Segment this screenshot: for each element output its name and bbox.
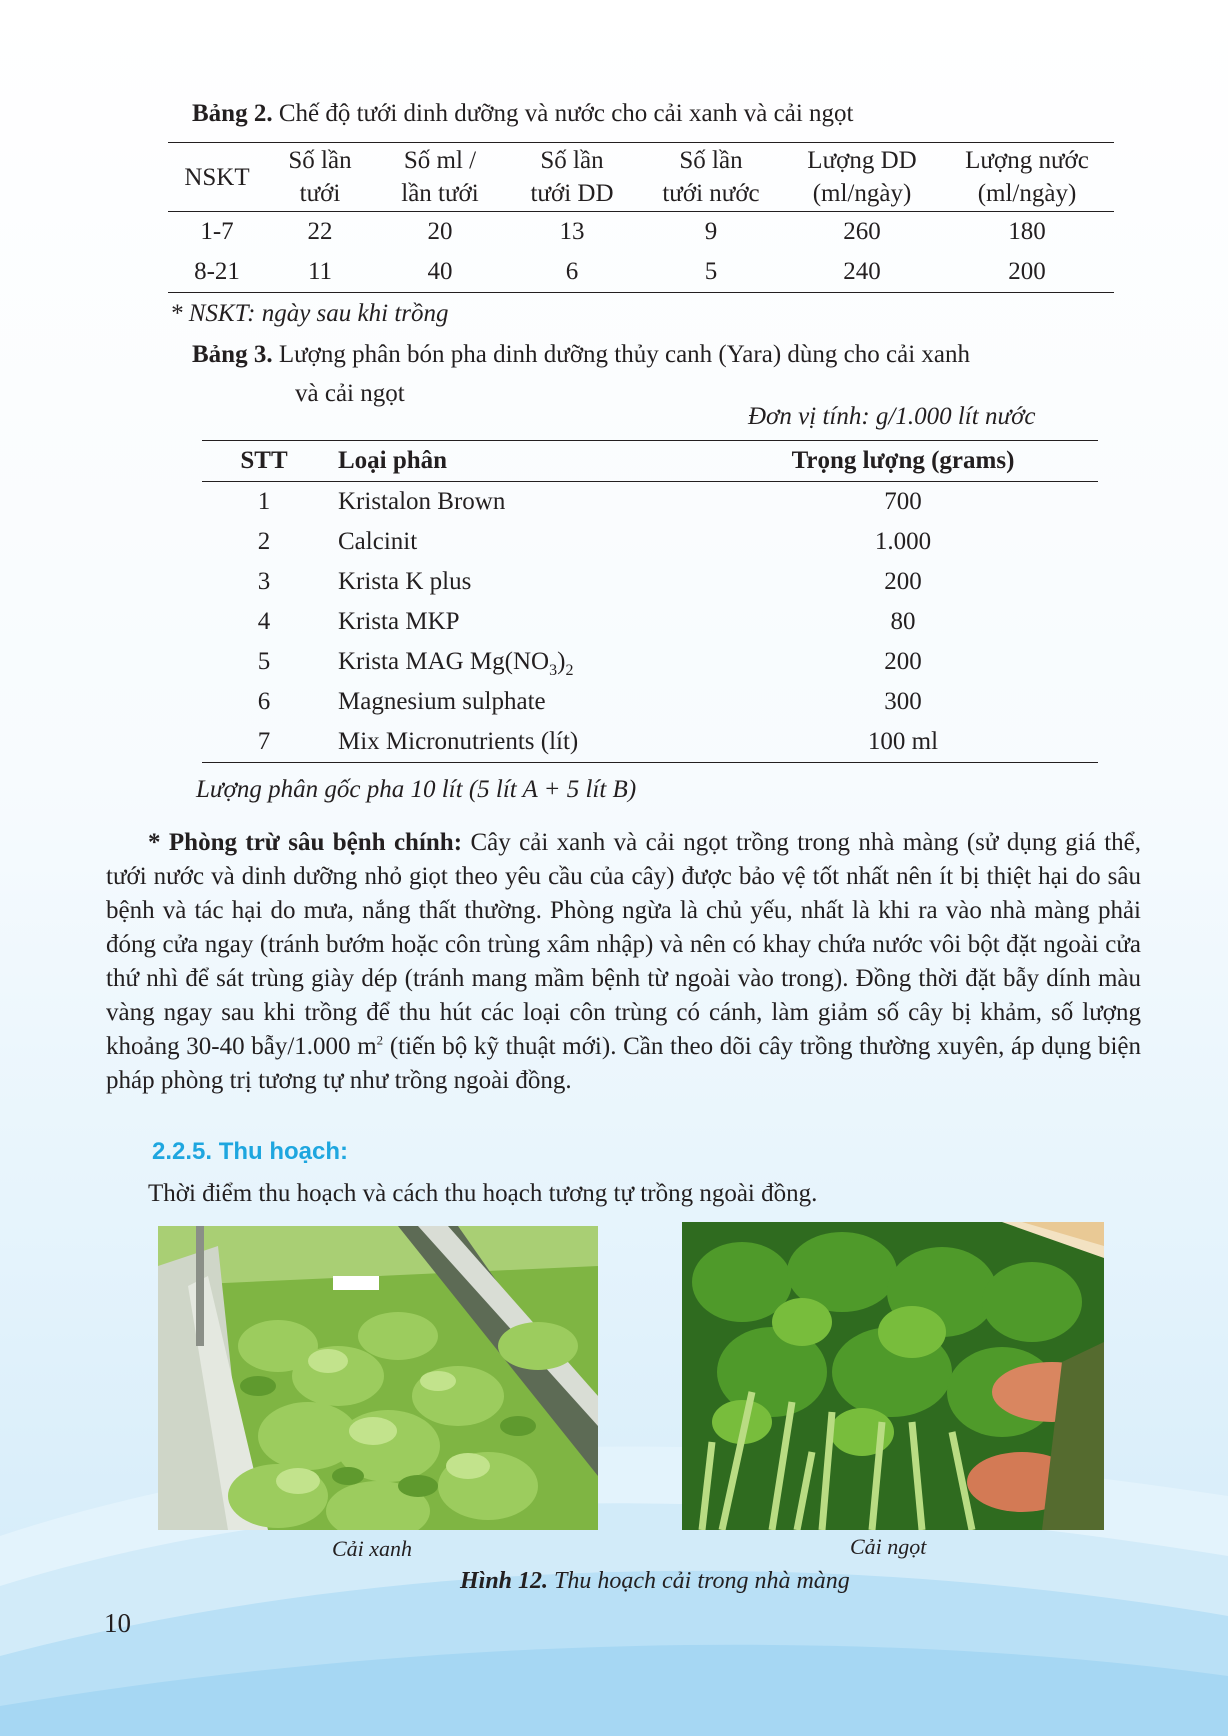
section-text: Thời điểm thu hoạch và cách thu hoạch tương tự trồng ngoài đồng. (148, 1180, 818, 1207)
paragraph-lead: * Phòng trừ sâu bệnh chính: (148, 829, 463, 856)
table3-caption-line2: và cải ngọt (295, 380, 405, 407)
table3-header-stt: STT (202, 441, 326, 482)
table2-header-cell: Số lần tưới DD (506, 143, 638, 212)
table-row: 5 Krista MAG $Mg(NO_3)_2$ 200 (257, 648, 922, 679)
table-row: 1-7 22 20 13 9 260 180 (200, 218, 1046, 245)
photo-cai-xanh (158, 1226, 598, 1530)
figure-caption (460, 1568, 850, 1595)
table3-unit: Đơn vị tính: g/1.000 lít nước (748, 403, 1036, 430)
table2-header-cell: Lượng DD (ml/ngày) (784, 143, 940, 212)
table3-caption-label: Bảng 3. (192, 341, 273, 368)
table2-caption-text: Chế độ tưới dinh dưỡng và nước cho cải xanh và cải ngọt (272, 100, 854, 127)
table2-caption (192, 97, 853, 130)
table2-footnote: * NSKT: ngày sau khi trồng (170, 300, 449, 327)
table2-header-cell: Số lần tưới nước (638, 143, 784, 212)
table-row: 2 Calcinit 1.000 (257, 528, 932, 555)
table-row: 6 Magnesium sulphate 300 (257, 688, 922, 715)
table-row: 4 Krista MKP 80 (257, 608, 916, 635)
pest-control-paragraph: * Phòng trừ sâu bệnh chính: Cây cải xanh và cải ngọt trồng trong nhà màng (sử dụng giá thể, tưới nước và dinh dưỡng nhỏ giọt theo yêu cầu của cây) được bảo vệ tốt nhất nên ít bị thiệt hại do sâu bệnh và tác hại do mưa, nắng thất thường. Phòng ngừa là chủ yếu, nhất là khi ra vào nhà màng phải đóng cửa ngay (tránh bướm hoặc côn trùng xâm nhập) và nên có khay chứa nước vôi bột đặt ngoài cửa thứ nhì để sát trùng giày dép (tránh mang mầm bệnh từ ngoài vào trong). Đồng thời đặt bẫy dính màu vàng ngay sau khi trồng để thu hút các loại côn trùng có cánh, làm giảm số cây bị khảm, số lượng khoảng 30-40 bẫy/1.000 $m^2$ (tiến bộ kỹ thuật mới). Cần theo dõi cây trồng thường xuyên, áp dụng biện pháp phòng trị tương tự như trồng ngoài đồng. (106, 829, 1141, 1094)
table2-caption-label: Bảng 2. (192, 100, 273, 127)
table3 (202, 440, 1098, 763)
table-row: 7 Mix Micronutrients (lít) 100 ml (202, 722, 1098, 763)
left-photo-caption: Cải xanh (332, 1536, 413, 1561)
table2-header-cell: NSKT (168, 143, 266, 212)
table3-header-name: Loại phân (326, 441, 708, 482)
table-row: 3 Krista K plus 200 (257, 568, 922, 595)
table3-caption (192, 338, 970, 371)
table-row: 1 Kristalon Brown 700 (257, 488, 922, 515)
table3-caption-text: Lượng phân bón pha dinh dưỡng thủy canh (Yara) dùng cho cải xanh (272, 341, 970, 368)
table3-footnote: Lượng phân gốc pha 10 lít (5 lít A + 5 lít B) (196, 776, 637, 803)
table2 (168, 142, 1114, 293)
figure-caption-text: Thu hoạch cải trong nhà màng (548, 1568, 850, 1594)
table3-header-weight: Trọng lượng (grams) (708, 441, 1098, 482)
figure-label: Hình 12. (460, 1568, 549, 1594)
table2-header-cell: Số ml / lần tưới (374, 143, 506, 212)
photo-cai-ngot (682, 1222, 1104, 1530)
section-title: 2.2.5. Thu hoạch: (152, 1138, 349, 1165)
right-photo-caption: Cải ngọt (850, 1534, 927, 1559)
table2-header-cell: Số lần tưới (266, 143, 374, 212)
page-number: 10 (104, 1608, 131, 1638)
table2-header-cell: Lượng nước (ml/ngày) (940, 143, 1114, 212)
table-row: 8-21 11 40 6 5 240 200 (168, 252, 1114, 293)
